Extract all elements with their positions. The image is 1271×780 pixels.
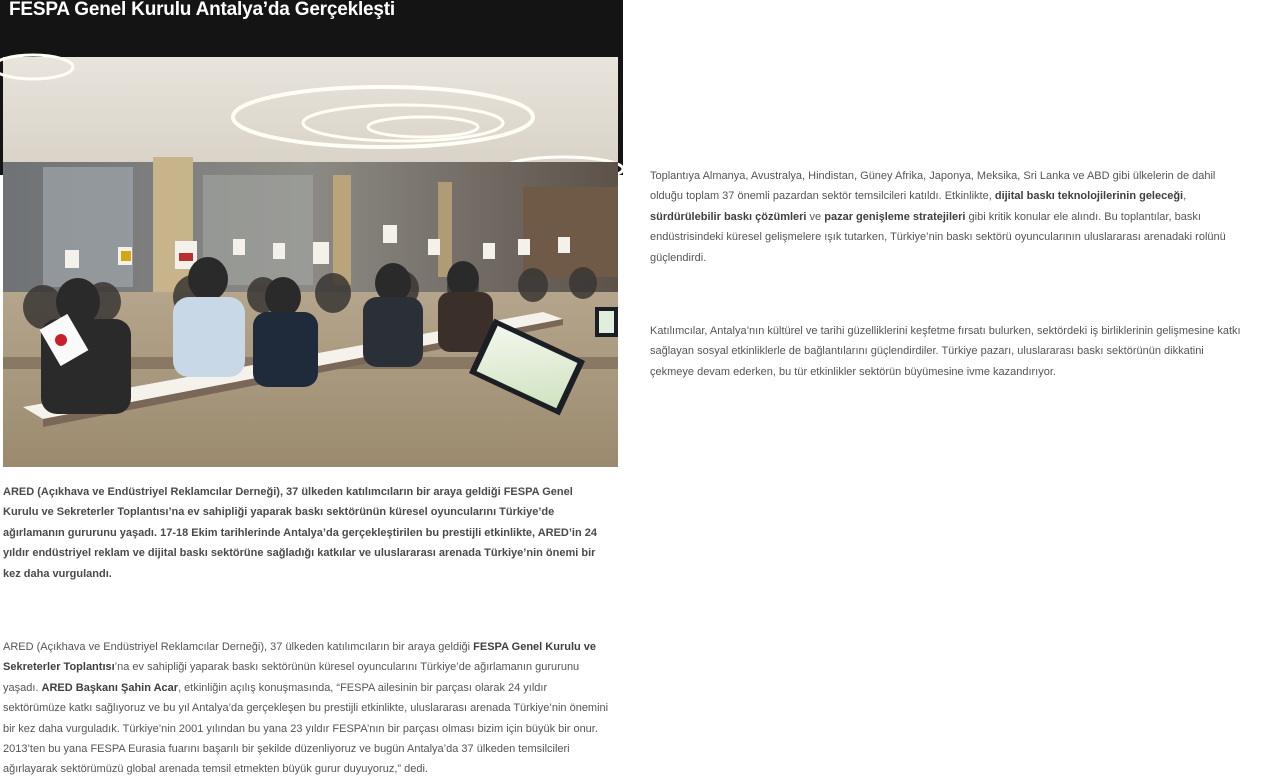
article-participants-paragraph — [650, 166, 1250, 268]
conference-photo — [3, 57, 618, 467]
article-social-events-paragraph: Katılımcılar, Antalya’nın kültürel ve tarihi güzelliklerini keşfetme fırsatı bulurken, sektördeki iş birliklerinin gelişmesine katkı sağlayan sosyal etkinliklerle de bağlantılarını güçlendirdiler. Türkiye pazarı, uluslararası baskı sektörünün dikkatini çekmeye devam ederken, bu tür etkinlikler sektörün büyümesine ivme kazandırıyor. — [650, 325, 1241, 378]
article-body-paragraph — [3, 637, 609, 780]
article-lead-paragraph: ARED (Açıkhava ve Endüstriyel Reklamcılar Derneği), 37 ülkeden katılımcıların bir araya geldiği FESPA Genel Kurulu ve Sekreterler Toplantısı’na ev sahipliği yaparak baskı sektörünün küresel oyuncularını Türkiye’de ağırlamanın gururunu yaşadı. 17-18 Ekim tarihlerinde Antalya’da gerçekleştirilen bu prestijli etkinlikte, ARED’in 24 yıldır endüstriyel reklam ve dijital baskı sektörüne sağladığı katkılar ve uluslararası arenada Türkiye’nin önemi bir kez daha vurgulandı. — [3, 486, 597, 580]
bold-text-run: dijital baskı teknolojilerinin geleceği — [994, 190, 1184, 203]
text-run: ARED (Açıkhava ve Endüstriyel Reklamcılar Derneği), 37 ülkeden katılımcıların bir araya geldiği — [3, 641, 474, 654]
text-run: gibi kritik konular ele alındı. Bu toplantılar, baskı endüstrisindeki küresel gelişmelere ışık tutarken, Türkiye’nin baskı sektörü oyuncularının uluslararası arenadaki rolünü güçlendirdi. — [650, 210, 1226, 264]
article-left-column — [3, 482, 609, 780]
text-run: , — [1183, 190, 1187, 203]
text-run: ’na ev sahipliği yaparak baskı sektörünün küresel oyuncularını Türkiye’de ağırlamanın gururunu yaşadı. — [3, 661, 580, 694]
conference-photo-illustration — [3, 57, 618, 467]
article-title: FESPA Genel Kurulu Antalya’da Gerçekleşti — [9, 0, 395, 20]
bold-text-run: ARED Başkanı Şahin Acar — [41, 681, 179, 694]
article-right-column — [650, 166, 1250, 382]
text-run: ve — [806, 210, 825, 223]
bold-text-run: pazar genişleme stratejileri — [824, 210, 966, 223]
text-run: , etkinliğin açılış konuşmasında, “FESPA ailesinin bir parçası olarak 24 yıldır sektörümüze katkı sağlıyoruz ve bu yıl Antalya’da gerçekleşen bu prestijli etkinlikte, uluslararası arenada Türkiye’nin önemini bir kez daha vurguladık. Türkiye’nin 2001 yılından bu yana 23 yıldır FESPA’nın bir parçası olması bizim için büyük bir onur. 2013’ten bu yana FESPA Eurasia fuarını başarılı bir şekilde düzenliyoruz ve bugün Antalya’da 37 ülkeden temsilcileri ağırlayarak sektörümüzü global arenada temsil etmekten büyük gurur duyuyoruz,” dedi. — [3, 681, 609, 776]
bold-text-run: sürdürülebilir baskı çözümleri — [650, 210, 807, 223]
bold-text-run: FESPA Genel Kurulu ve Sekreterler Toplantısı — [3, 641, 597, 674]
text-run: Toplantıya Almanya, Avustralya, Hindistan, Güney Afrika, Japonya, Meksika, Sri Lanka ve ABD gibi ülkelerin de dahil olduğu toplam 37 önemli pazardan sektör temsilcileri katıldı. Etkinlikte, — [650, 170, 1216, 203]
